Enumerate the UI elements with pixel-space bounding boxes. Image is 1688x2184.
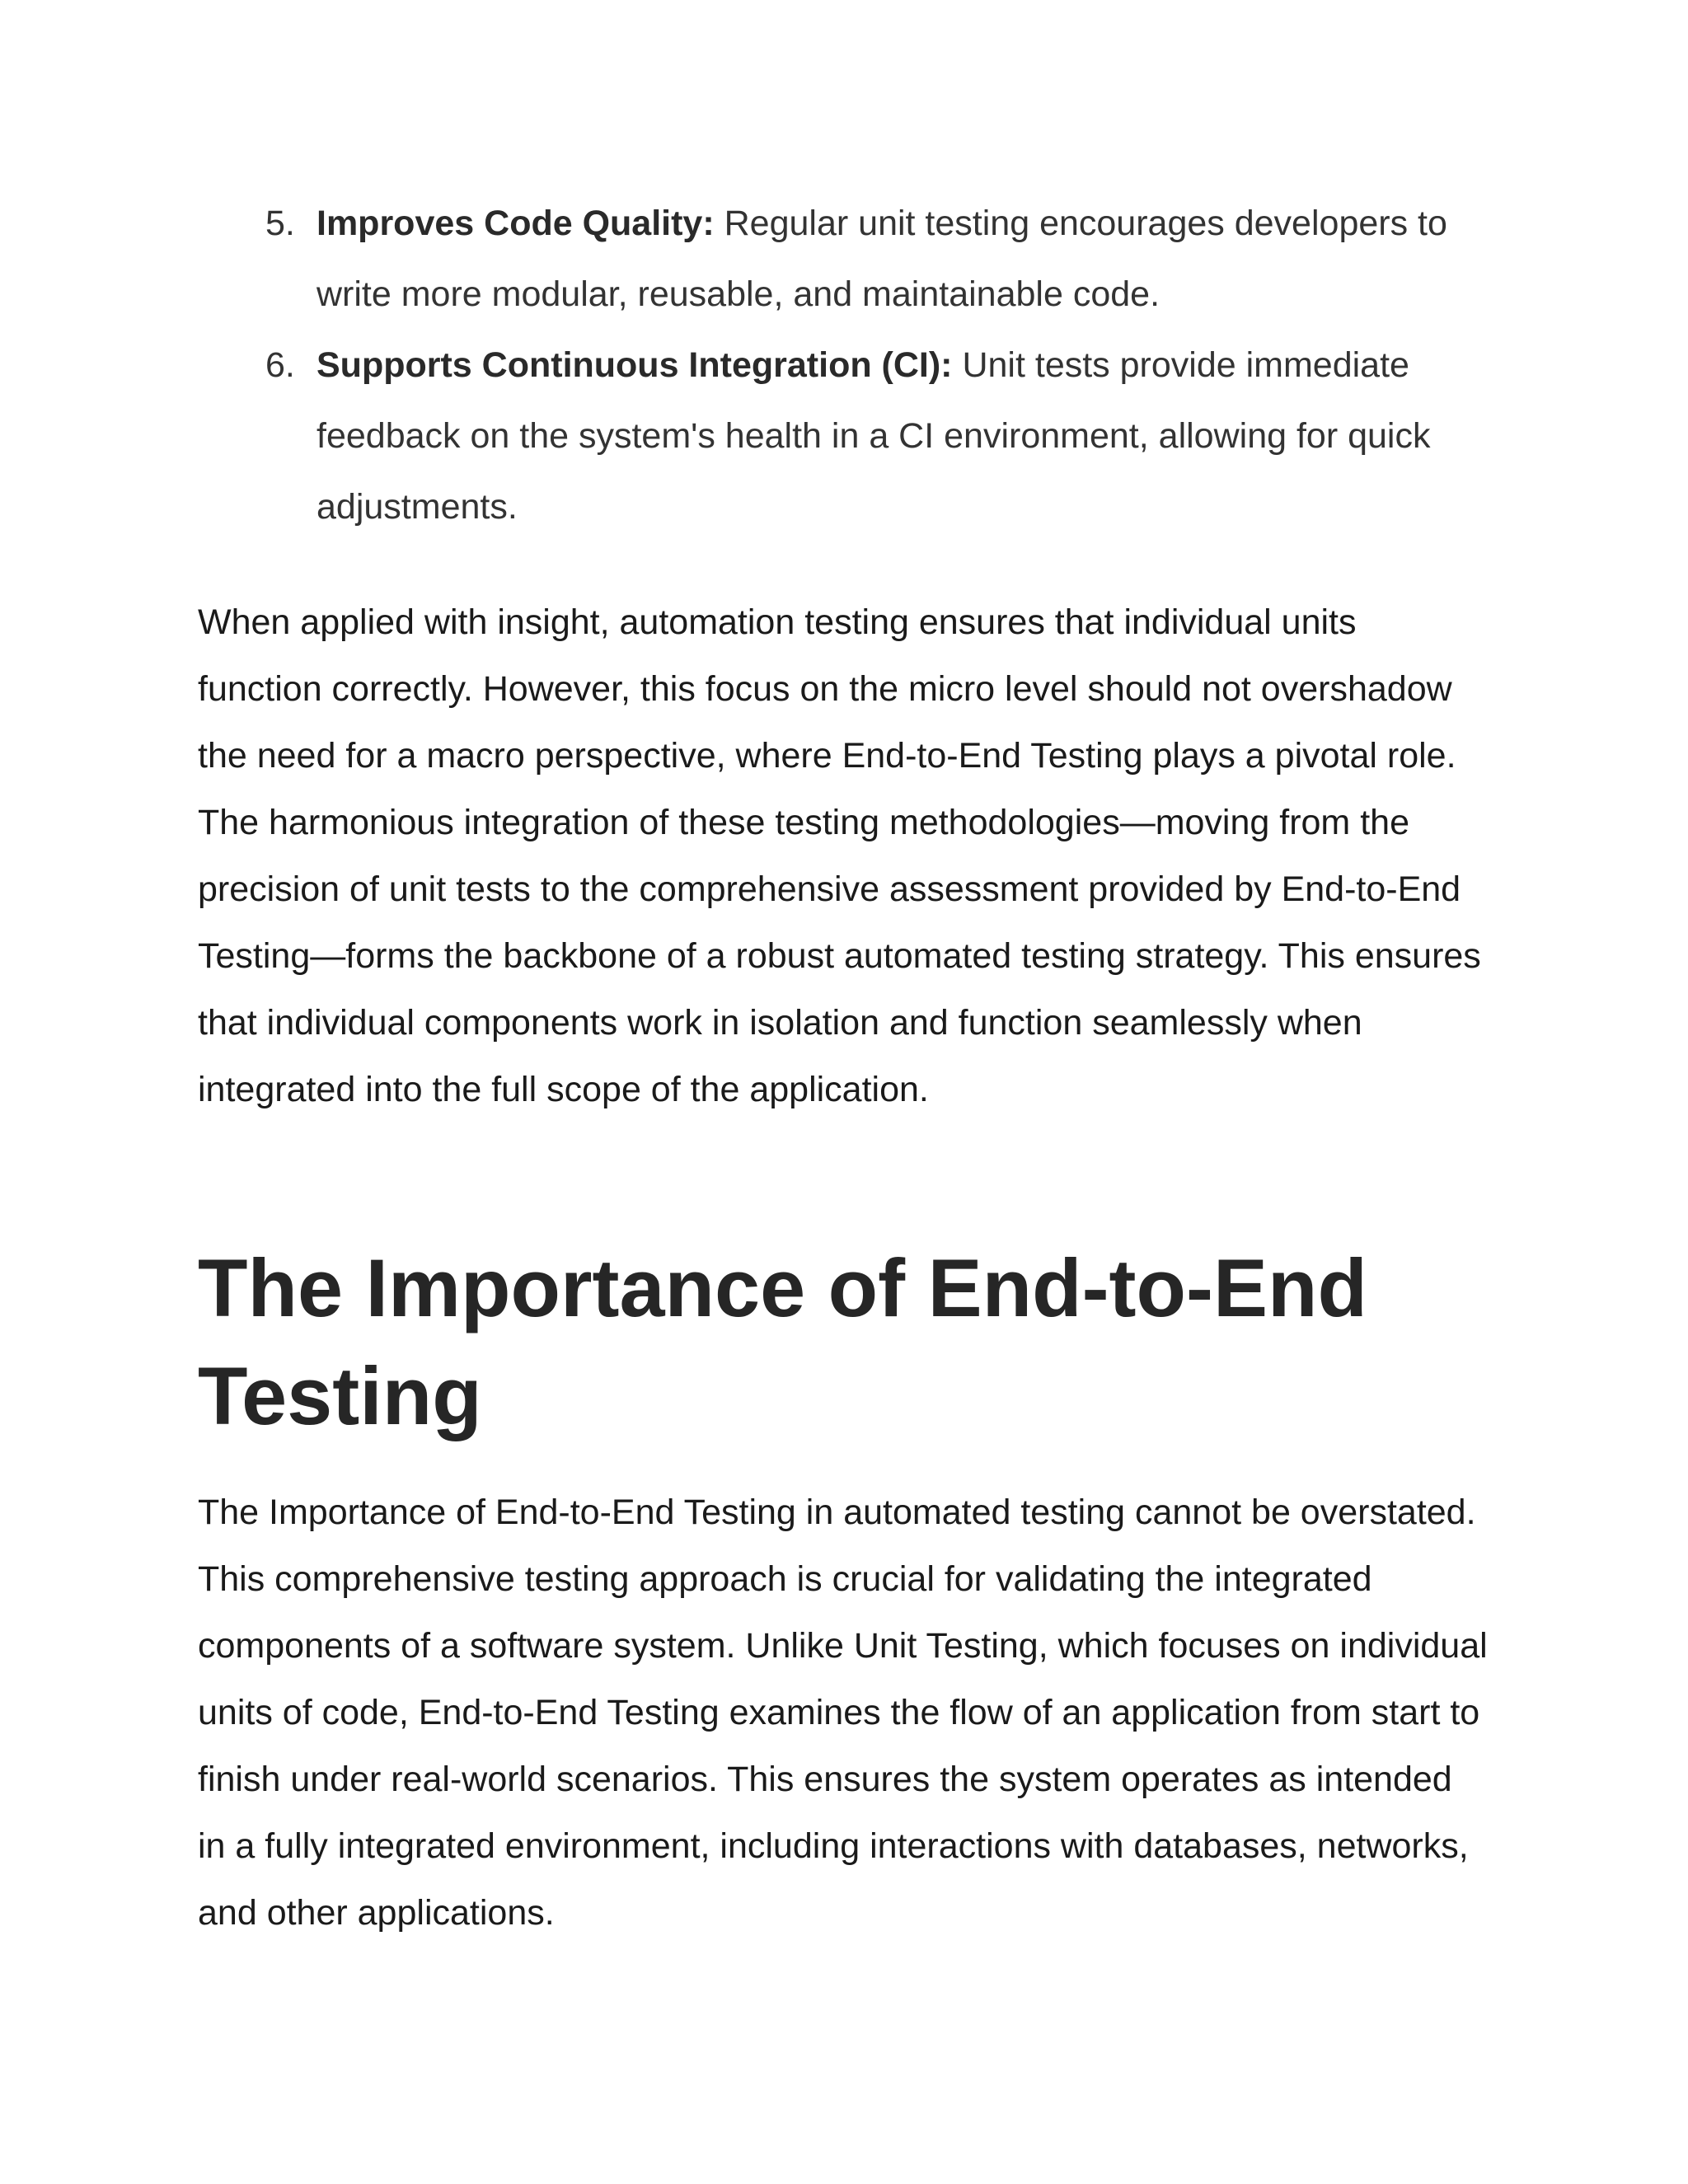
list-item-number: 5. — [265, 204, 295, 243]
list-item-text: Unit tests provide immediate feedback on the system's health in a CI environment, allowing for quick adjustments. — [316, 345, 1431, 527]
list-item — [265, 330, 1485, 542]
section-paragraph: The Importance of End-to-End Testing in automated testing cannot be overstated. This comprehensive testing approach is crucial for validating the integrated components of a software system. Unlike Unit Testing, which focuses on individual units of code, End-to-End Testing examines the flow of an application from start to finish under real-world scenarios. This ensures the system operates as intended in a fully integrated environment, including interactions with databases, networks, and other applications. — [198, 1493, 1488, 1933]
section-heading: The Importance of End-to-End Testing — [198, 1242, 1367, 1441]
list-item-number: 6. — [265, 345, 295, 385]
list-item-text: Regular unit testing encourages developers to write more modular, reusable, and maintainable code. — [316, 204, 1447, 314]
list-item-title: Improves Code Quality: — [316, 204, 715, 243]
list-item-title: Supports Continuous Integration (CI): — [316, 345, 953, 385]
intro-paragraph: When applied with insight, automation testing ensures that individual units function correctly. However, this focus on the micro level should not overshadow the need for a macro perspective, where End-to-End Testing plays a pivotal role. The harmonious integration of these testing methodologies—moving from the precision of unit tests to the comprehensive assessment provided by End-to-End Testing—forms the backbone of a robust automated testing strategy. This ensures that individual components work in isolation and function seamlessly when integrated into the full scope of the application. — [198, 602, 1481, 1109]
list-item — [265, 188, 1485, 330]
benefits-list — [265, 188, 1485, 542]
